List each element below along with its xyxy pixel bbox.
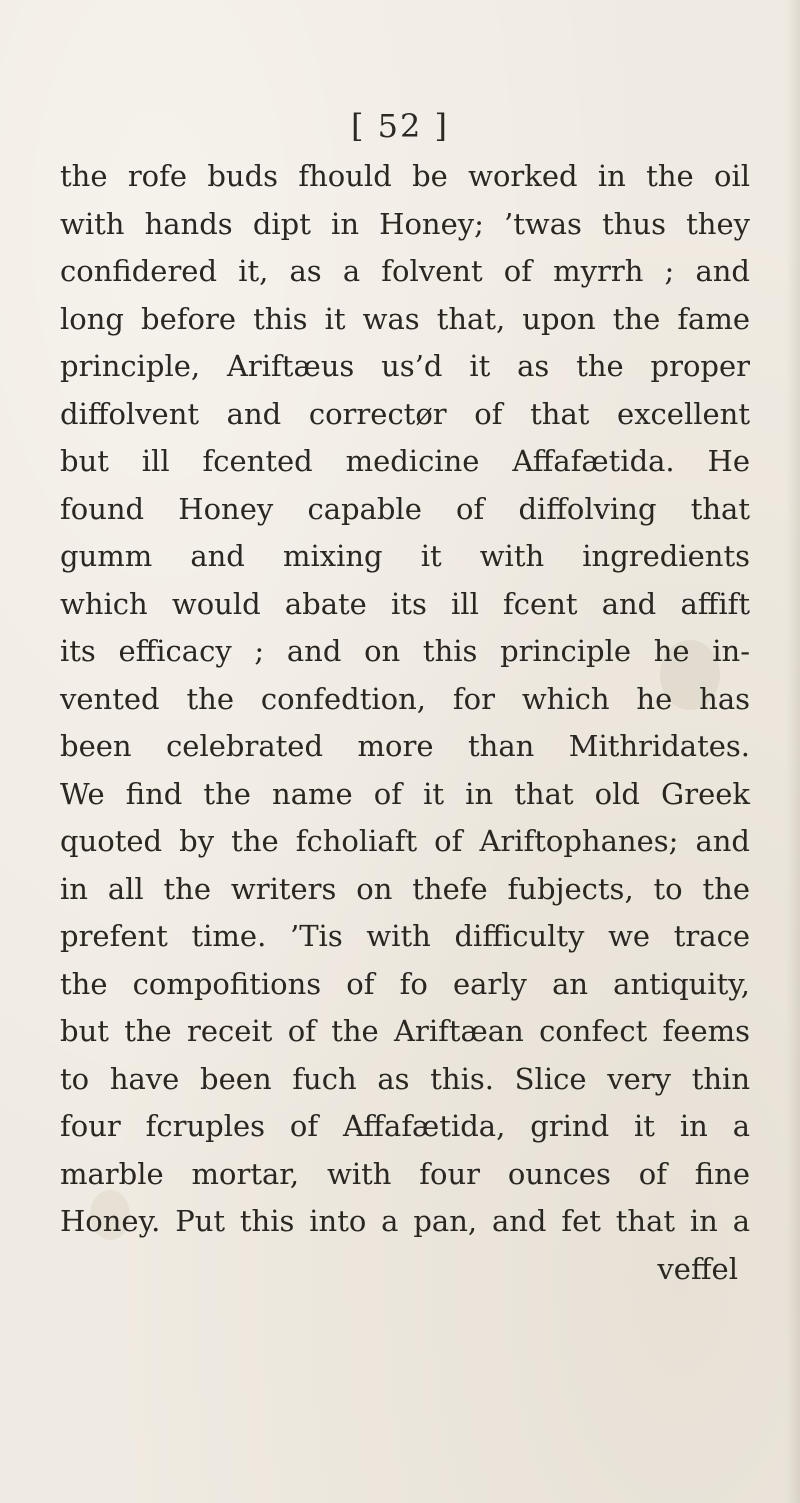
page-edge-shadow bbox=[786, 0, 800, 1503]
text-line: which would abate its ill fcent and affift bbox=[60, 586, 750, 621]
text-line: but ill fcented medicine Affafætida. He bbox=[60, 444, 750, 478]
text-line: quoted by the fcholiaft of Ariftophanes; and bbox=[60, 824, 750, 858]
text-line: four fcruples of Affafætida, grind it in a bbox=[60, 1109, 750, 1143]
text-line: to have been fuch as this. Slice very thin bbox=[60, 1061, 750, 1096]
catchword: veffel bbox=[657, 1251, 738, 1286]
text-line: Honey. Put this into a pan, and fet that in a bbox=[60, 1204, 750, 1238]
page-number: [ 52 ] bbox=[350, 107, 450, 145]
text-line: gumm and mixing it with ingredients bbox=[60, 539, 750, 573]
text-line: principle, Ariftæus us’d it as the proper bbox=[60, 349, 750, 383]
text-line: the compofitions of fo early an antiquity, bbox=[60, 966, 750, 1001]
text-line: long before this it was that, upon the fame bbox=[60, 301, 750, 336]
text-line: We find the name of it in that old Greek bbox=[60, 776, 750, 811]
text-line: confidered it, as a folvent of myrrh ; and bbox=[60, 254, 750, 288]
text-line: diffolvent and correctør of that excellent bbox=[60, 396, 750, 431]
text-line: with hands dipt in Honey; ’twas thus they bbox=[60, 206, 750, 241]
text-line: found Honey capable of diffolving that bbox=[60, 491, 750, 526]
text-line: in all the writers on thefe fubjects, to the bbox=[60, 871, 750, 906]
text-line: marble mortar, with four ounces of fine bbox=[60, 1156, 750, 1191]
text-line: the rofe buds fhould be worked in the oil bbox=[60, 159, 750, 193]
page-body-text bbox=[60, 153, 750, 1293]
text-line: vented the confedtion, for which he has bbox=[60, 681, 750, 716]
text-line: been celebrated more than Mithridates. bbox=[60, 729, 750, 763]
text-line: its efficacy ; and on this principle he in- bbox=[60, 634, 750, 668]
text-line: but the receit of the Ariftæan confect feems bbox=[60, 1014, 750, 1048]
text-line: prefent time. ’Tis with difficulty we trace bbox=[60, 919, 750, 953]
